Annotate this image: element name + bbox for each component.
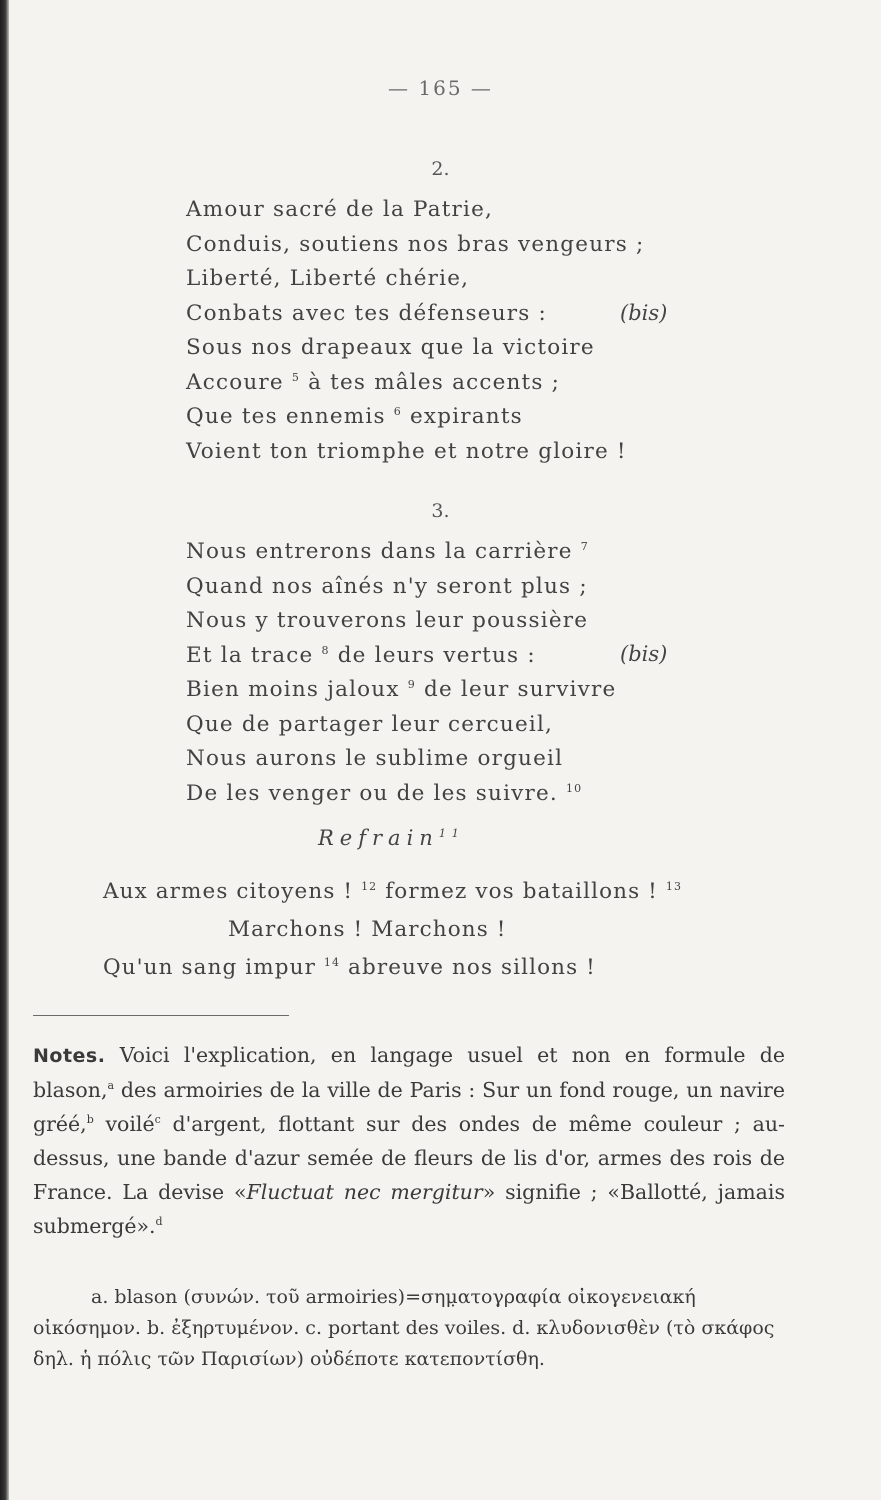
verse-line: Quand nos aînés n'y seront plus ;: [186, 573, 588, 599]
greek-gloss: [33, 1282, 793, 1375]
footnote-ref-13: 13: [665, 879, 683, 893]
refrain-title: Refrain$^{11}$: [318, 826, 465, 850]
verse-line: Que de partager leur cercueil,: [186, 711, 554, 737]
notes-paragraph: Notes. Voici l'explication, en langage usuel et non en formule de blason,$^a$ des armoiries de la ville de Paris : Sur un fond rouge, un navire gréé,$^b$ voilé$^c$ d'argent, flottant sur des ondes de même couleur ; au-dessus, une bande d'azur semée de fleurs de lis d'or, armes des rois de France. La devise «Fluctuat nec mergitur» signifie ; «Ballotté, jamais submergé».$^d$: [33, 1043, 785, 1238]
footnote-rule: [33, 1015, 289, 1016]
verse-line: Accoure $^5$ à tes mâles accents ;: [186, 369, 561, 395]
book-spine-shadow: [0, 0, 9, 1500]
verse-line: Amour sacré de la Patrie,: [186, 197, 494, 222]
verse-line: Bien moins jaloux $^9$ de leur survivre: [186, 677, 617, 702]
footnote-ref-10: 10: [565, 781, 583, 795]
motto: Fluctuat nec mergitur: [246, 1180, 483, 1204]
stanza-2-number: 2.: [431, 158, 450, 180]
footnote-ref-7: 7: [580, 539, 589, 553]
refrain-line: Qu'un sang impur $^{14}$ abreuve nos sillons !: [103, 955, 596, 980]
verse-line: Liberté, Liberté chérie,: [186, 266, 470, 291]
verse-line: Voient ton triomphe et notre gloire !: [186, 438, 627, 464]
verse-line: Nous aurons le sublime orgueil: [186, 746, 564, 771]
footnote-ref-14: 14: [323, 955, 341, 969]
verse-line: Conbats avec tes défenseurs :: [186, 300, 547, 326]
verse-line: Et la trace $^8$ de leurs vertus :: [186, 642, 536, 668]
verse-line: Conduis, soutiens nos bras vengeurs ;: [186, 231, 645, 257]
verse-line: De les venger ou de les suivre. $^{10}$: [186, 780, 583, 806]
footnote-ref-5: 5: [291, 370, 301, 384]
footnote-ref-9: 9: [407, 677, 416, 691]
verse-line: Que tes ennemis $^6$ expirants: [186, 404, 523, 429]
verse-line: Nous entrerons dans la carrière $^7$: [186, 539, 589, 564]
refrain: [103, 873, 682, 987]
footnote-ref-6: 6: [393, 404, 402, 418]
footnote-ref-8: 8: [321, 643, 330, 657]
bis-marker: (bis): [620, 642, 668, 666]
footnote-ref-11: 11: [438, 827, 465, 840]
page-number: — 165 —: [388, 76, 493, 100]
verse-line: Nous y trouverons leur poussière: [186, 608, 589, 633]
stanza-2: [186, 193, 644, 469]
bis-marker: (bis): [620, 301, 668, 325]
footnote-ref-12: 12: [361, 879, 378, 893]
stanza-3: [186, 535, 616, 811]
refrain-line: Aux armes citoyens ! $^{12}$ formez vos bataillons ! $^{13}$: [103, 879, 683, 904]
gloss-text: a. blason (συνών. τοῦ armoiries)=σημ̣ατογραφία οἰκογενειακή οἰκόσημον. b. ἐξηρτυμένον. c. portant des voiles. d. κλυδονισθὲν (τὸ σκάφος δηλ. ἡ πόλις τῶν Παρισίων) οὐδέποτε κατεποντίσθη.: [33, 1286, 775, 1370]
notes-label: Notes.: [33, 1045, 106, 1067]
stanza-3-number: 3.: [431, 500, 450, 522]
refrain-line: Marchons ! Marchons !: [228, 917, 507, 942]
verse-line: Sous nos drapeaux que la victoire: [186, 335, 595, 360]
